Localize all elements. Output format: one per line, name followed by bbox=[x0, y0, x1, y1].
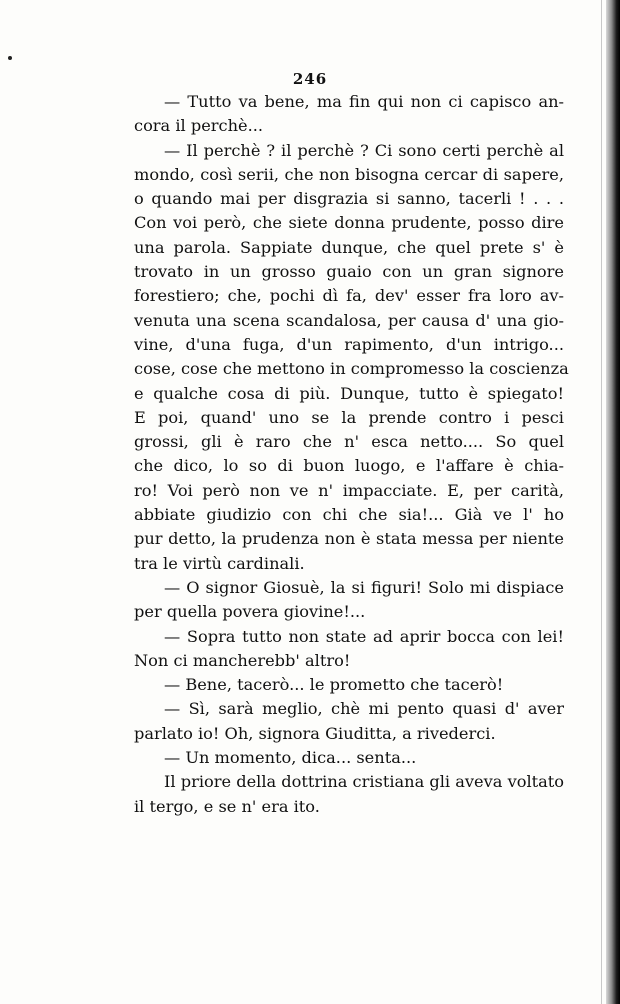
text-line: E poi, quand' uno se la prende contro i pesci bbox=[134, 407, 564, 427]
page-number: 246 bbox=[292, 70, 328, 88]
text-line: Non ci mancherebb' altro! bbox=[134, 650, 351, 670]
text-line: ro! Voi però non ve n' impacciate. E, per carità, bbox=[134, 480, 564, 500]
page-edge-shadow bbox=[606, 0, 620, 1004]
text-line: — Sopra tutto non state ad aprir bocca con lei! bbox=[164, 626, 564, 646]
text-line: una parola. Sappiate dunque, che quel prete s' è bbox=[134, 237, 564, 257]
text-line: trovato in un grosso guaio con un gran signore bbox=[134, 262, 564, 282]
text-line: — Tutto va bene, ma fin qui non ci capisco an- bbox=[164, 92, 564, 111]
text-line: o quando mai per disgrazia si sanno, tacerli ! . . . bbox=[134, 189, 564, 209]
text-line: vine, d'una fuga, d'un rapimento, d'un intrigo... bbox=[134, 334, 564, 354]
text-line: forestiero; che, pochi dì fa, dev' esser fra loro av- bbox=[134, 286, 564, 306]
text-line: tra le virtù cardinali. bbox=[134, 553, 305, 573]
text-line: — O signor Giosuè, la si figuri! Solo mi dispiace bbox=[164, 577, 564, 597]
text-line: cora il perchè... bbox=[134, 116, 264, 136]
text-line: per quella povera giovine!... bbox=[134, 602, 366, 622]
text-line: — Bene, tacerò... le prometto che tacerò! bbox=[164, 675, 504, 695]
text-line: che dico, lo so di buon luogo, e l'affare è chia- bbox=[134, 456, 564, 476]
text-line: Il priore della dottrina cristiana gli aveva voltato bbox=[164, 772, 565, 792]
text-line: — Il perchè ? il perchè ? Ci sono certi perchè al bbox=[164, 140, 564, 160]
text-line: e qualche cosa di più. Dunque, tutto è spiegato! bbox=[134, 383, 564, 403]
ink-speck bbox=[8, 56, 12, 60]
body-text bbox=[134, 90, 569, 819]
text-line: venuta una scena scandalosa, per causa d' una gio- bbox=[134, 310, 564, 330]
text-line: grossi, gli è raro che n' esca netto.... So quel bbox=[134, 432, 564, 452]
text-line: Con voi però, che siete donna prudente, posso dire bbox=[134, 213, 564, 233]
text-line: — Un momento, dica... senta... bbox=[164, 748, 417, 768]
text-line: mondo, così serii, che non bisogna cercar di sapere, bbox=[134, 164, 564, 184]
text-line: — Sì, sarà meglio, chè mi pento quasi d' aver bbox=[164, 699, 564, 719]
text-line: parlato io! Oh, signora Giuditta, a rivederci. bbox=[134, 723, 496, 743]
text-line: il tergo, e se n' era ito. bbox=[134, 796, 320, 816]
text-line: cose, cose che mettono in compromesso la coscienza bbox=[134, 359, 569, 379]
text-line: abbiate giudizio con chi che sia!... Già ve l' ho bbox=[134, 505, 564, 525]
text-line: pur detto, la prudenza non è stata messa per niente bbox=[134, 529, 564, 549]
page-edge-line bbox=[601, 0, 602, 1004]
